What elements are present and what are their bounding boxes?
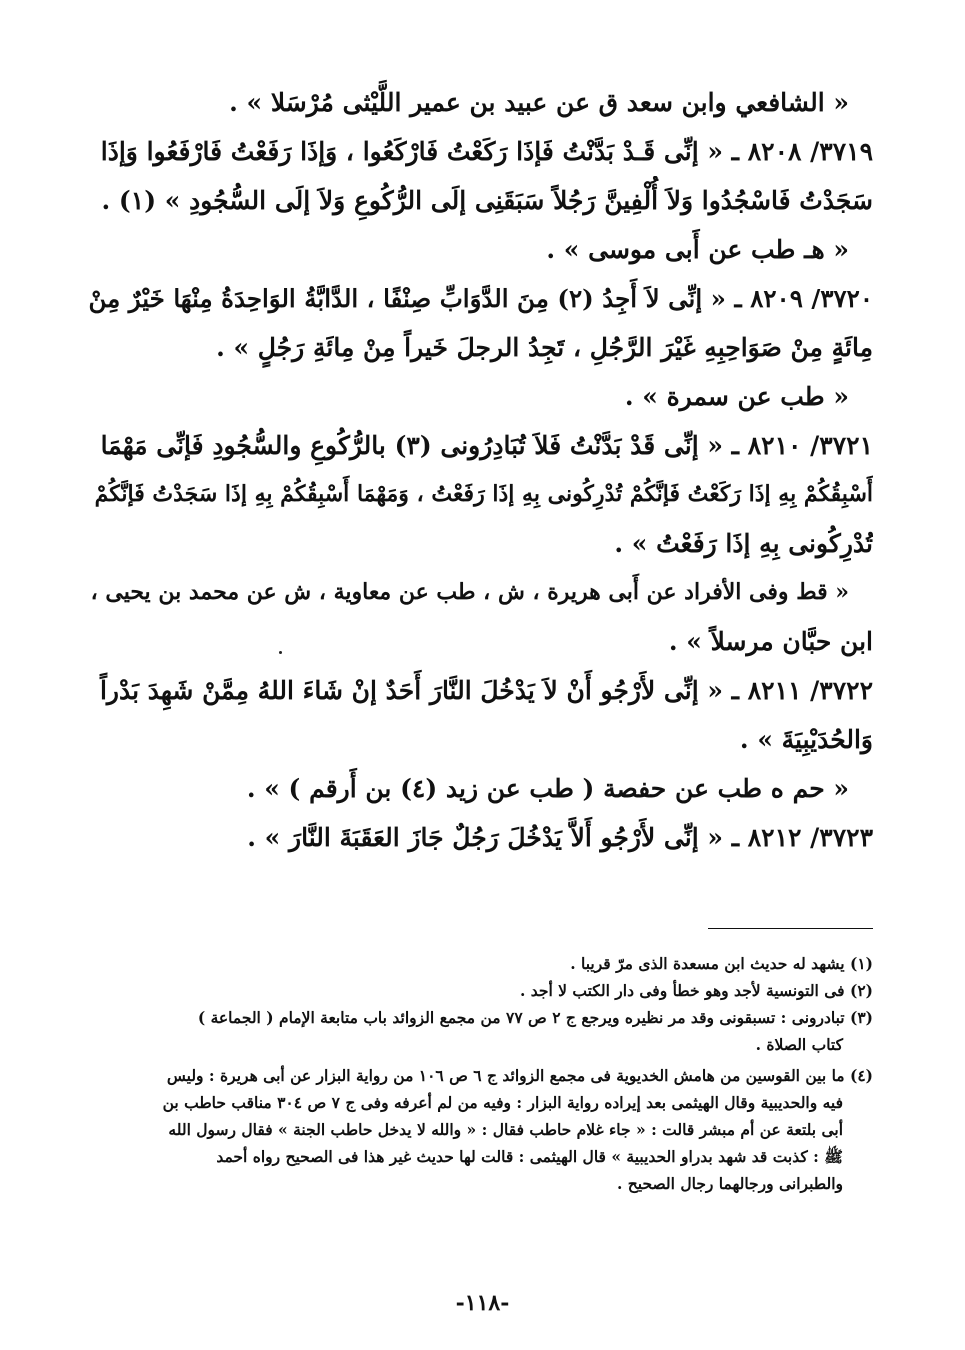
footnote-4-continued: فيه والحديبية وقال الهيثمى بعد إيراده رواية البزار : وفيه من لم أعرفه وفى ج ٧ ص ٣٠٤ مناقب حاطب بن (162, 1093, 843, 1112)
source-line: « طب عن سمرة » . (624, 382, 849, 411)
footnote-3: (٣) تبادرونى : تسبقونى وقد مر نظيره ويرجع ج ٢ ص ٧٧ من مجمع الزوائد باب متابعة الإمام ( الجماعة ) (197, 1008, 873, 1027)
hadith-line: ٣٧٢٠/ ٨٢٠٩ ـ « إنِّى لاَ أَجِدُ (٢) مِنَ الدَّوَابِّ صِنْفًا ، الدَّابَّةُ الوَاحِدَةُ مِنْهَا خَيْرٌ مِنْ (88, 284, 873, 313)
footnote-4-continued: ﷺ : كذبت قد شهد بدراو الحديبية » قال الهيثمى : قالت لها حديث غير هذا فى الصحيح رواه أحمد (216, 1147, 843, 1166)
ink-speck (279, 651, 282, 654)
source-line: « الشافعي وابن سعد ق عن عبيد بن عمير اللَّيْثى مُرْسَلا » . (229, 88, 849, 117)
hadith-line: ٣٧٢٣/ ٨٢١٢ ـ « إنِّى لأَرْجُو أَلاَّ يَدْخُلَ رَجُلٌ جَازَ العَقَبَةَ النَّارَ » . (247, 823, 873, 852)
source-line: « قط وفى الأفراد عن أَبى هريرة ، ش ، طب عن معاوية ، ش عن محمد بن يحيى ، (90, 579, 849, 605)
hadith-line: أَسْبِقُكُمْ بِهِ إذَا رَكَعْتُ فَإنَّكُمْ تُدْرِكُونى بِهِ إذَا رَفَعْتُ ، وَمَهْمَا أَسْبِقُكُمْ بِهِ إذَا سَجَدْتُ فَإنَّكُمْ (94, 481, 873, 507)
source-line: ابن حبَّان مرسلاً » . (668, 627, 873, 656)
source-line: « حم ه طب عن حفصة ( طب عن زيد (٤) بن أَرقم ) » . (246, 774, 849, 803)
footnote-divider (708, 928, 873, 929)
hadith-line: مِائَةٍ مِنْ صَوَاحِبِهِ غَيْرَ الرَّجُلِ ، تَجِدُ الرجلَ خَيراً مِنْ مِائَةِ رَجُلٍ » . (216, 333, 873, 362)
hadith-line: سَجَدْتُ فَاسْجُدُوا وَلاَ أُلْفِينَّ رَجُلاً سَبَقَنِى إلَى الرُّكُوعِ وَلاَ إلَى السُّجُودِ » (١) . (101, 186, 873, 215)
footnotes (88, 950, 873, 1197)
footnote-4-continued: أبى بلتعة عن أم مبشر قالت : « جاء غلام حاطب فقال : « والله لا يدخل حاطب الجنة » فقال رسول الله (168, 1120, 843, 1139)
hadith-line: ٣٧٢١/ ٨٢١٠ ـ « إنِّى قَدْ بَدَّنْتُ فَلاَ تُبَادِرُونى (٣) بالرُّكُوعِ والسُّجُودِ فَإنِّى مَهْمَا (100, 431, 873, 460)
footnote-4: (٤) ما بين القوسين من هامش الخديوية فى مجمع الزوائد ج ٦ ص ١٠٦ من رواية البزار عن أبى هريرة : وليس (166, 1066, 873, 1085)
main-text (80, 78, 873, 862)
page-number: -١١٨- (455, 1290, 510, 1316)
hadith-line: ٣٧١٩/ ٨٢٠٨ ـ « إنِّى قَـدْ بَدَّنْتُ فَإذَا رَكَعْتُ فَارْكَعُوا ، وَإذَا رَفَعْتُ فَارْفَعُوا وَإذَا (100, 137, 873, 166)
hadith-line: وَالحُدَيْبِيَةَ » . (739, 725, 873, 754)
hadith-line: ٣٧٢٢/ ٨٢١١ ـ « إنِّى لأَرْجُو أَنْ لاَ يَدْخُلَ النَّارَ أَحَدٌ إنْ شَاءَ اللهُ مِمَّنْ شَهِدَ بَدْراً (99, 676, 873, 705)
footnote-1: (١) يشهد له حديث ابن مسعدة الذى مرّ قريبا . (570, 954, 873, 973)
hadith-line: تُدْرِكُونى بِهِ إذَا رَفَعْتُ » . (614, 529, 873, 558)
footnote-2: (٢) فى التونسية لأجد وهو خطأ وفى دار الكتب لا أجد . (519, 981, 873, 1000)
footnote-4-continued: والطبرانى ورجالهما رجال الصحيح . (616, 1174, 843, 1193)
source-line: « هـ طب عن أَبى موسى » . (546, 235, 849, 264)
footnote-3-continued: كتاب الصلاة . (755, 1035, 843, 1054)
